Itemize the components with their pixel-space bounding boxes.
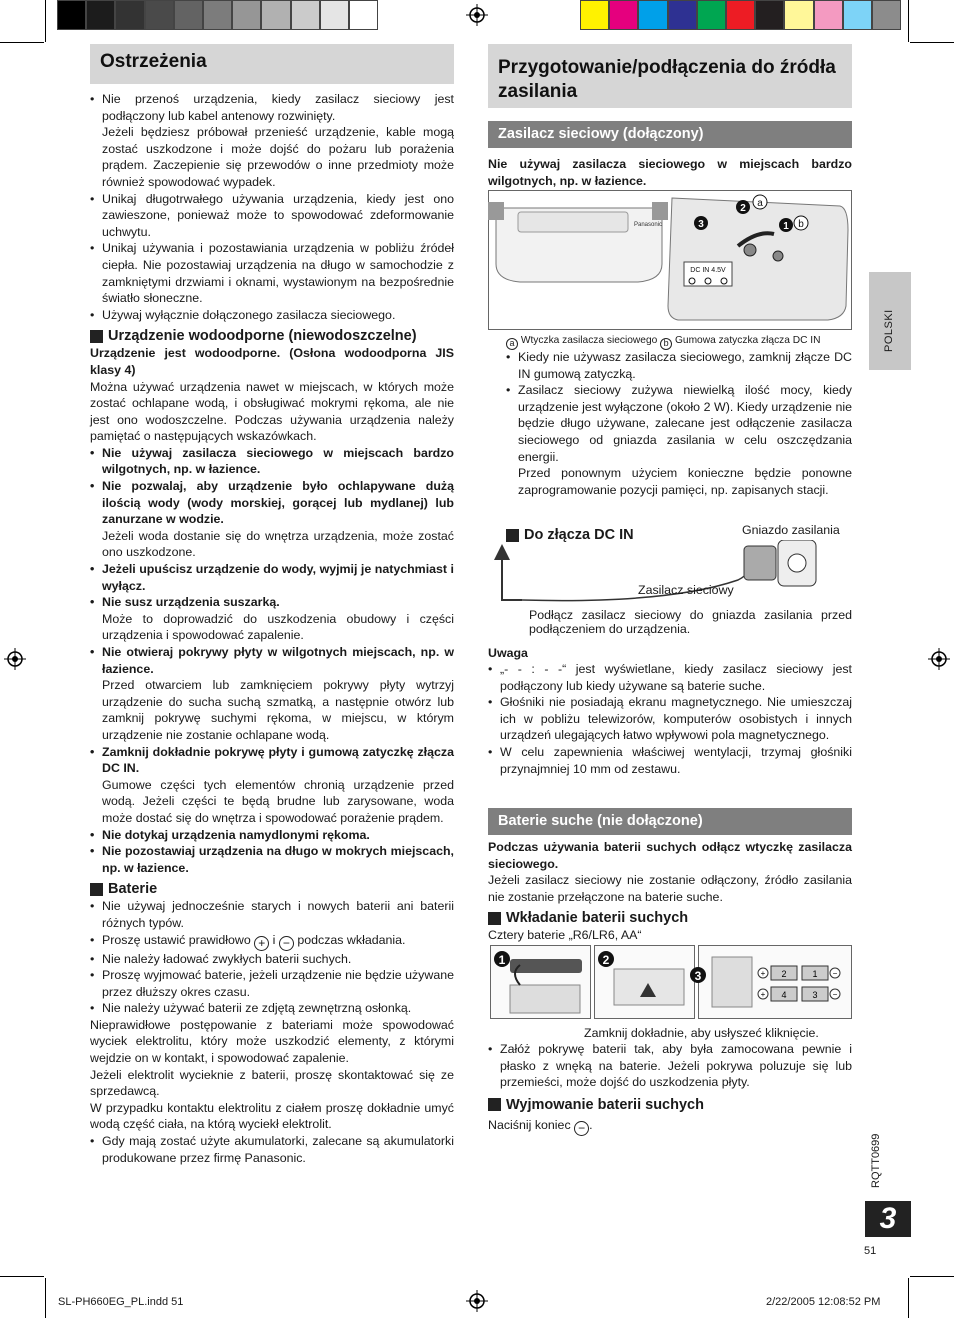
color-swatch (697, 0, 726, 30)
battery-insertion-illustration (490, 945, 852, 1019)
process-color-bar (580, 0, 901, 30)
color-swatch (755, 0, 784, 30)
list-item: • Unikaj używania i pozostawiania urządzenia w pobliżu źródeł ciepła. Nie pozostawiaj urządzenia na długo w samochodzie z zamkniętymi drzwiami i oknami, wystawionym na bezpośrednie światło słoneczne. (90, 240, 454, 306)
color-swatch (580, 0, 609, 30)
list-item: • „- - : - -“ jest wyświetlane, kiedy zasilacz sieciowy jest podłączony lub kiedy używane są baterie suche. (488, 661, 852, 694)
right-section-title (488, 44, 852, 108)
step-label: 3 (698, 219, 704, 230)
color-swatch (203, 0, 232, 30)
list-item: • Zasilacz sieciowy zużywa niewielką ilość mocy, kiedy urządzenie jest wyłączone (około 2 W). Kiedy urządzenie nie będzie długo używane, zalecane jest odłączenie zasilacza sieciowego od gniazda zasilania w celu oszczędzania energii. (506, 382, 852, 465)
list-item-continuation: Przed ponownym użyciem konieczne będzie ponowne zaprogramowanie pozycji pamięci, np. zapisanych stacji. (518, 466, 852, 497)
left-title-text: Ostrzeżenia (100, 51, 207, 72)
color-swatch (232, 0, 261, 30)
close-text: Zamknij dokładnie, aby usłyszeć kliknięcie. (584, 1026, 819, 1040)
list-item: • Nie należy ładować zwykłych baterii suchych. (90, 951, 454, 968)
svg-text:−: − (832, 969, 838, 978)
step-label: 1 (498, 953, 506, 967)
list-item: • Unikaj długotrwałego używania urządzenia, kiedy jest ono zawieszone, ponieważ może to spowodować zdeformowanie uchwytu. (90, 191, 454, 241)
cell-label: 2 (781, 969, 787, 979)
connect-text: Podłącz zasilacz sieciowy do gniazda zasilania przed podłączeniem do urządzenia. (529, 608, 852, 636)
crop-mark (910, 42, 954, 43)
language-label: POLSKI (883, 309, 895, 352)
list-item: • Nie pozwalaj, aby urządzenie było ochlapywane dużą ilością wody (wody morskiej, gorącej lub mydlanej) lub zanurzane w wodzie. (90, 478, 454, 528)
polarity-text-2: i (272, 932, 276, 947)
right-title-text: Przygotowanie/podłączenia do źródła zasilania (498, 57, 836, 102)
dry-section-heading (488, 808, 852, 835)
adapter-items (506, 349, 852, 498)
callout-a-icon: a (506, 338, 518, 350)
dc-in-heading-text: Do złącza DC IN (524, 527, 634, 543)
list-item (90, 932, 454, 951)
color-swatch (57, 0, 86, 30)
callout-label: b (798, 219, 804, 230)
footer-file: SL-PH660EG_PL.indd 51 (58, 1296, 184, 1308)
svg-text:+: + (760, 969, 766, 978)
notes (488, 661, 852, 777)
water-text: Można używać urządzenia nawet w miejscach, w których może zostać ochlapane wodą, i obsługiwać mokrymi rękoma, ale nie jest ono wodoszczelne. Podczas używania urządzenia należy pamiętać o następujących wskazówkach. (90, 379, 454, 444)
svg-text:+: + (760, 990, 766, 999)
registration-mark-icon (4, 648, 26, 670)
list-item: • Nie używaj zasilacza sieciowego w miejscach bardzo wilgotnych, np. w łazience. (90, 445, 454, 478)
adapter-label: Zasilacz sieciowy (638, 583, 734, 597)
polarity-text-1: Proszę ustawić prawidłowo (102, 932, 251, 947)
list-item: • Załóż pokrywę baterii tak, aby była zamocowana pewnie i płasko z wnęką na baterie. Jeżeli pokrywa poluzuje się lub przemieści, może dojść do uszkodzenia płyty. (488, 1041, 852, 1091)
minus-icon: − (574, 1121, 589, 1136)
crop-mark (45, 0, 46, 42)
water-items (90, 445, 454, 876)
adapter-heading-text: Zasilacz sieciowy (dołączony) (498, 126, 704, 142)
cell-label: 3 (812, 990, 818, 1000)
step-label: 3 (694, 969, 702, 983)
close-section (488, 1041, 852, 1136)
gray-color-bar (57, 0, 378, 30)
registration-mark-icon (928, 648, 950, 670)
list-item: • Nie dotykaj urządzenia namydlonymi rękoma. (90, 827, 454, 844)
socket-label: Gniazdo zasilania (742, 523, 840, 537)
battery-para: Jeżeli elektrolit wycieknie z baterii, proszę skontaktować się ze sprzedawcą. (90, 1067, 454, 1099)
color-swatch (843, 0, 872, 30)
insert-heading (488, 909, 852, 927)
color-swatch (814, 0, 843, 30)
list-item: • Nie susz urządzenia suszarką. (90, 594, 454, 611)
figure-caption (506, 334, 852, 350)
minus-icon: − (279, 936, 294, 951)
color-swatch (726, 0, 755, 30)
color-swatch (86, 0, 115, 30)
list-item: • Używaj wyłącznie dołączonego zasilacza sieciowego. (90, 307, 454, 324)
step-label: 2 (602, 953, 610, 967)
batteries-heading-text: Baterie (108, 881, 158, 898)
brand-label: Panasonic (634, 222, 663, 228)
list-item: • Gdy mają zostać użyte akumulatorki, zalecane są akumulatorki produkowane przez firmę Panasonic. (90, 1133, 454, 1166)
color-swatch (174, 0, 203, 30)
color-swatch (291, 0, 320, 30)
crop-mark (910, 1276, 954, 1277)
dc-in-illustration (488, 190, 852, 330)
list-item: • Kiedy nie używasz zasilacza sieciowego, zamknij złącze DC IN gumową zatyczką. (506, 349, 852, 382)
plus-icon: + (254, 936, 269, 951)
color-swatch (872, 0, 901, 30)
adapter-warning: Nie używaj zasilacza sieciowego w miejscach bardzo wilgotnych, np. w łazience. (488, 157, 852, 188)
list-item-continuation: Gumowe części tych elementów chronią urządzenie przed wodą. Jeżeli części te będą brudne lub zarysowane, woda może dostać się do wnętrza i spowodować porażenie prądem. (102, 777, 454, 825)
color-swatch (638, 0, 667, 30)
color-swatch (349, 0, 378, 30)
dry-section (488, 839, 852, 944)
document-code: RQTT0699 (870, 1133, 882, 1188)
remove-text-after: . (589, 1117, 593, 1132)
adapter-section-heading (488, 121, 852, 148)
page-number: 51 (864, 1245, 877, 1257)
color-swatch (668, 0, 697, 30)
remove-heading (488, 1096, 852, 1114)
dry-heading-text: Baterie suche (nie dołączone) (498, 813, 703, 829)
crop-mark (45, 1278, 46, 1318)
callout-label: a (757, 198, 763, 209)
dcin-label: DC IN 4.5V (690, 267, 726, 274)
cell-label: 1 (812, 969, 818, 979)
adapter-connection-illustration (488, 540, 852, 610)
battery-para: W przypadku kontaktu elektrolitu z ciałem proszę dokładnie umyć wodą część ciała, na którą wyciekł elektrolit. (90, 1100, 454, 1132)
dry-text: Jeżeli zasilacz sieciowy nie zostanie odłączony, źródło zasilania nie zostanie przełączone na baterie suche. (488, 873, 852, 904)
insert-heading-text: Wkładanie baterii suchych (506, 910, 689, 927)
water-heading-text: Urządzenie wodoodporne (niewodoszczelne) (108, 328, 417, 345)
list-item: • Zamknij dokładnie pokrywę płyty i gumową zatyczkę złącza DC IN. (90, 744, 454, 777)
list-item-continuation: Jeżeli woda dostanie się do wnętrza urządzenia, może zostać ono uszkodzone. (102, 528, 454, 560)
color-swatch (609, 0, 638, 30)
color-swatch (261, 0, 290, 30)
insert-text: Cztery baterie „R6/LR6, AA“ (488, 928, 642, 943)
color-swatch (115, 0, 144, 30)
remove-text-before: Naciśnij koniec (488, 1117, 571, 1132)
intro-warnings (90, 91, 454, 323)
color-swatch (320, 0, 349, 30)
dcin-label-box (684, 262, 732, 286)
dry-bold: Podczas używania baterii suchych odłącz wtyczkę zasilacza sieciowego. (488, 840, 852, 871)
water-heading (90, 327, 454, 345)
registration-mark-icon (466, 1290, 488, 1312)
list-item: • Nie otwieraj pokrywy płyty w wilgotnych miejscach, np. w łazience. (90, 644, 454, 677)
caption-a-text: Wtyczka zasilacza sieciowego (520, 335, 658, 346)
crop-mark (908, 0, 909, 42)
color-swatch (145, 0, 174, 30)
list-item-continuation: Jeżeli będziesz próbował przenieść urządzenie, kable mogą zostać uszkodzone i może dojść do pożaru lub porażenia prądem. Zaczepienie się przewodów o inne przedmioty może również spowodować wypadek. (102, 125, 454, 189)
page-number-box: 3 (865, 1201, 911, 1237)
svg-text:−: − (832, 990, 838, 999)
list-item: • Nie przenoś urządzenia, kiedy zasilacz sieciowy jest podłączony lub kabel antenowy rozwinięty. (90, 91, 454, 124)
crop-mark (0, 42, 44, 43)
list-item: • Nie używaj jednocześnie starych i nowych baterii ani baterii różnych typów. (90, 898, 454, 931)
left-column (90, 91, 454, 1166)
remove-text (488, 1117, 852, 1136)
crop-mark (908, 1278, 909, 1318)
list-item: • W celu zapewnienia właściwej wentylacji, trzymaj głośniki przynajmniej 10 mm od zestawu. (488, 744, 852, 777)
water-bold-intro: Urządzenie jest wodoodporne. (Osłona wodoodporna JIS klasy 4) (90, 346, 454, 377)
language-tab (869, 272, 911, 370)
list-item: • Nie pozostawiaj urządzenia na długo w mokrych miejscach, np. w łazience. (90, 843, 454, 876)
callout-b-icon: b (660, 338, 672, 350)
color-swatch (784, 0, 813, 30)
note-heading: Uwaga (488, 646, 528, 660)
left-section-title (90, 44, 454, 84)
step-label: 2 (740, 203, 746, 214)
caption-b-text: Gumowa zatyczka złącza DC IN (674, 335, 821, 346)
list-item: • Głośniki nie posiadają ekranu magnetycznego. Nie umieszczaj ich w pobliżu telewizorów, komputerów osobistych i innych urządzeń ulegających łatwo wpływowi pola magnetycznego. (488, 694, 852, 744)
list-item-continuation: Może to doprowadzić do uszkodzenia obudowy i części urządzenia i spowodować zapalenie. (102, 611, 454, 643)
crop-mark (0, 1276, 44, 1277)
polarity-text-3: podczas wkładania. (297, 932, 406, 947)
list-item-continuation: Przed otwarciem lub zamknięciem pokrywy płyty wytrzyj urządzenie do sucha suchą szmatką, a następnie otwórz lub zamknij pokrywę suchymi rękoma, w miejscu, w którym urządzenie nie zostanie ochlapane wodą. (102, 678, 454, 742)
batteries-heading (90, 880, 454, 898)
remove-heading-text: Wyjmowanie baterii suchych (506, 1096, 704, 1113)
cell-label: 4 (781, 990, 787, 1000)
list-item: • Proszę wyjmować baterie, jeżeli urządzenie nie będzie używane przez dłuższy okres czasu. (90, 967, 454, 1000)
footer-date: 2/22/2005 12:08:52 PM (766, 1296, 881, 1308)
registration-mark-icon (466, 4, 488, 26)
list-item: • Nie należy używać baterii ze zdjętą zewnętrzną osłonką. (90, 1000, 454, 1017)
battery-para: Nieprawidłowe postępowanie z bateriami może spowodować wyciek elektrolitu, który może uszkodzić elementy, z którymi wejdzie on w kontakt, i spowodować zapalenie. (90, 1017, 454, 1066)
list-item: • Jeżeli upuścisz urządzenie do wody, wyjmij je natychmiast i wyłącz. (90, 561, 454, 594)
step-label: 1 (783, 221, 789, 232)
